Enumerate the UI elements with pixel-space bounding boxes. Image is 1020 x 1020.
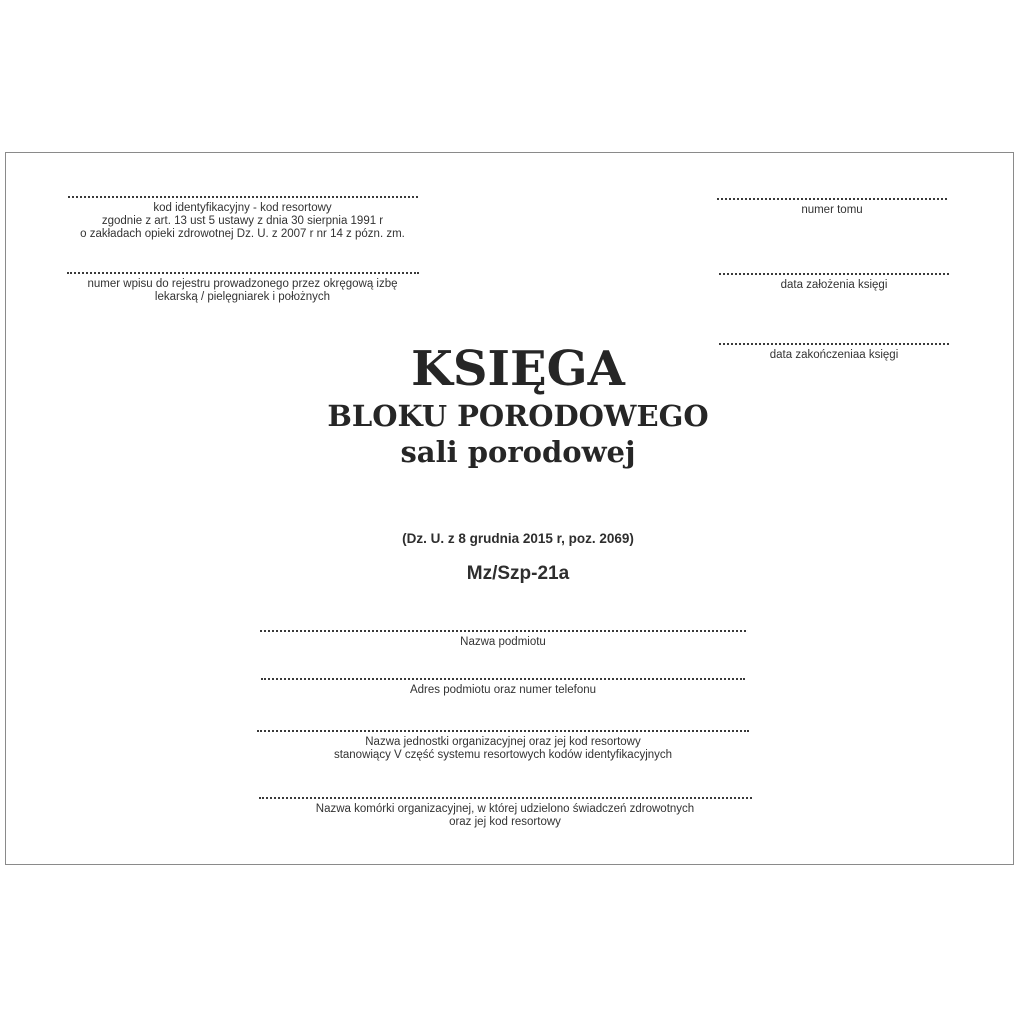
start-date-field — [718, 273, 950, 292]
volume-number-caption: numer tomu — [801, 204, 863, 216]
title-subtitle: BLOKU PORODOWEGO — [327, 399, 709, 433]
org-cell-caption — [257, 803, 753, 829]
caption-line: lekarską / pielęgniarek i położnych — [154, 291, 331, 303]
title-subtitle-room: sali porodowej — [400, 435, 636, 469]
org-cell-field — [257, 797, 753, 829]
title-main: KSIĘGA — [411, 341, 625, 397]
entity-address-field — [260, 678, 746, 697]
caption-line: Nazwa komórki organizacyjnej, w której udzielono świadczeń zdrowotnych — [315, 803, 695, 815]
start-date-caption: data założenia księgi — [780, 279, 888, 291]
org-unit-caption — [256, 736, 750, 762]
dotted-fill-line — [68, 196, 418, 198]
form-code: Mz/Szp-21a — [466, 563, 570, 584]
dotted-fill-line — [717, 198, 947, 200]
dotted-fill-line — [719, 343, 949, 345]
caption-line: zgodnie z art. 13 ust 5 ustawy z dnia 30 sierpnia 1991 r — [101, 215, 384, 227]
caption-line: stanowiący V część systemu resortowych kodów identyfikacyjnych — [333, 749, 673, 761]
book-title — [318, 341, 718, 469]
dotted-fill-line — [261, 678, 745, 680]
identification-code-caption — [66, 202, 419, 241]
end-date-field — [718, 343, 950, 362]
caption-line: oraz jej kod resortowy — [449, 816, 561, 828]
regulation-reference: (Dz. U. z 8 grudnia 2015 r, poz. 2069) — [402, 531, 634, 546]
entity-address-caption — [260, 684, 746, 697]
dotted-fill-line — [259, 797, 752, 799]
caption-line: kod identyfikacyjny - kod resortowy — [153, 202, 332, 214]
caption-line: Adres podmiotu oraz numer telefonu — [409, 684, 597, 696]
identification-code-field — [66, 196, 419, 241]
book-cover — [5, 152, 1014, 865]
caption-line: numer wpisu do rejestru prowadzonego przez okręgową izbę — [87, 278, 398, 290]
entity-name-caption — [258, 636, 748, 649]
end-date-caption: data zakończeniaa księgi — [769, 349, 899, 361]
registry-number-field — [66, 272, 419, 304]
caption-line: o zakładach opieki zdrowotnej Dz. U. z 2007 r nr 14 z pózn. zm. — [80, 228, 405, 240]
dotted-fill-line — [719, 273, 949, 275]
dotted-fill-line — [67, 272, 419, 274]
org-unit-field — [256, 730, 750, 762]
caption-line: Nazwa jednostki organizacyjnej oraz jej kod resortowy — [365, 736, 641, 748]
volume-number-field — [716, 198, 948, 217]
caption-line: Nazwa podmiotu — [460, 636, 546, 648]
dotted-fill-line — [257, 730, 749, 732]
entity-name-field — [258, 630, 748, 649]
registry-number-caption — [66, 278, 419, 304]
dotted-fill-line — [260, 630, 746, 632]
